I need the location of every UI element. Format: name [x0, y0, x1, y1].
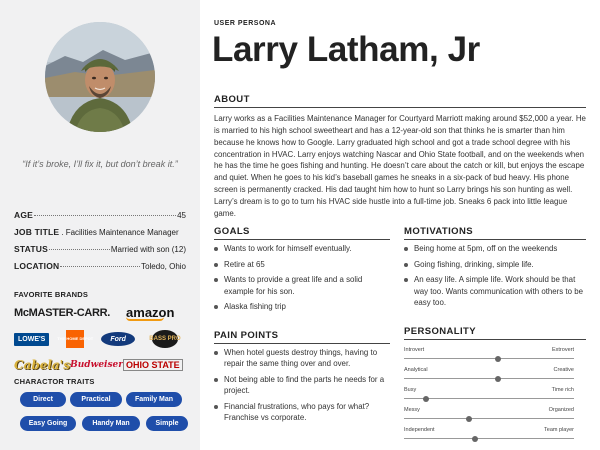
- list-item: Retire at 65: [214, 259, 390, 270]
- pain-points-heading: PAIN POINTS: [214, 330, 279, 341]
- brand-row: [14, 302, 190, 324]
- slider-left-label: Busy: [404, 387, 417, 393]
- list-item: Financial frustrations, who pays for what? Franchise vs corporate.: [214, 401, 390, 423]
- slider-knob: [472, 436, 478, 442]
- personality-slider: [404, 407, 574, 427]
- fact-key: LOCATION: [14, 261, 60, 271]
- budweiser-logo: Budweiser: [70, 360, 123, 370]
- slider-track: [404, 418, 574, 419]
- slider-track: [404, 378, 574, 379]
- slider-right-label: Organized: [548, 407, 574, 413]
- avatar-illustration: [45, 22, 155, 132]
- trait-pill: Handy Man: [82, 416, 140, 431]
- list-item: Alaska fishing trip: [214, 301, 390, 312]
- fact-age: [14, 210, 186, 227]
- slider-left-label: Messy: [404, 407, 420, 413]
- slider-knob: [495, 356, 501, 362]
- about-text: Larry works as a Facilities Maintenance Manager for Courtyard Marriott making around $52,000 a year. He is married to his high school sweetheart and has a 12-year-old son that thinks he is smarter than him because he knows how to Google. Larry graduated high school and got a trade school degree with his concentration in HVAC. Larry enjoys watching Nascar and Ohio State football, and on the weekends when he has the time he goes fishing and hunting. He doesn’t care about the catch or kill, but enjoys the escape and quiet. When he goes to his kid’s baseball games he sneaks in a six-pack of bud heavy. His phone screen is permanently cracked. His dad taught him how to hunt so Larry brings his son hunting as well. Larry’s dream is to go to turn his HVAC side hustle into a full-time job. Sneaks 6 pack into little league game.: [214, 114, 586, 218]
- personality-slider: [404, 367, 574, 387]
- personality-slider: [404, 387, 574, 407]
- fact-value: Toledo, Ohio: [141, 262, 186, 271]
- lowes-logo: LOWE'S: [14, 333, 49, 346]
- ford-logo: Ford: [101, 332, 135, 346]
- brand-row: [14, 354, 190, 376]
- fact-value: . Facilities Maintenance Manager: [61, 228, 179, 237]
- trait-pill: Family Man: [126, 392, 182, 407]
- slider-track: [404, 358, 574, 359]
- slider-right-label: Extrovert: [551, 347, 574, 353]
- leader-dots: [49, 249, 110, 250]
- goals-heading: GOALS: [214, 226, 250, 237]
- divider: [214, 107, 586, 108]
- leader-dots: [60, 266, 140, 267]
- personality-slider: [404, 427, 574, 447]
- brands-grid: [14, 302, 190, 380]
- list-item: When hotel guests destroy things, having to repair the same thing over and over.: [214, 347, 390, 369]
- cabelas-logo: Cabela's: [14, 358, 71, 372]
- ohio-state-logo: OHIO STATE: [123, 359, 183, 371]
- slider-left-label: Introvert: [404, 347, 425, 353]
- personality-slider: [404, 347, 574, 367]
- slider-knob: [466, 416, 472, 422]
- bass-pro-logo: BASS PRO: [152, 330, 178, 348]
- slider-right-label: Team player: [544, 427, 574, 433]
- brand-row: [14, 328, 190, 350]
- divider: [214, 239, 390, 240]
- slider-knob: [423, 396, 429, 402]
- leader-dots: [34, 215, 176, 216]
- about-heading: ABOUT: [214, 94, 250, 105]
- fact-key: AGE: [14, 210, 34, 220]
- divider: [404, 239, 586, 240]
- list-item: Being home at 5pm, off on the weekends: [404, 243, 584, 254]
- divider: [214, 343, 390, 344]
- fact-value: 45: [177, 211, 186, 220]
- trait-pill: Direct: [20, 392, 66, 407]
- motivations-list: [404, 243, 584, 313]
- fact-key: STATUS: [14, 244, 48, 254]
- facts-list: [14, 210, 186, 278]
- goals-list: [214, 243, 390, 317]
- amazon-wordmark: amazon: [126, 305, 175, 320]
- trait-pill: Easy Going: [20, 416, 76, 431]
- list-item: Not being able to find the parts he needs for a project.: [214, 374, 390, 396]
- traits-heading: CHARACTOR TRAITS: [14, 377, 95, 386]
- persona-quote: “If it’s broke, I’ll fix it, but don’t break it.”: [22, 159, 178, 169]
- slider-track: [404, 438, 574, 439]
- motivations-heading: MOTIVATIONS: [404, 226, 473, 237]
- mcmaster-carr-logo: McMASTER-CARR.: [14, 307, 111, 319]
- slider-right-label: Creative: [553, 367, 574, 373]
- home-depot-logo: THE HOME DEPOT: [66, 330, 84, 348]
- slider-knob: [495, 376, 501, 382]
- list-item: Wants to work for himself eventually.: [214, 243, 390, 254]
- divider: [404, 339, 586, 340]
- persona-name: Larry Latham, Jr: [212, 30, 480, 69]
- slider-left-label: Independent: [404, 427, 435, 433]
- persona-label: USER PERSONA: [214, 20, 277, 27]
- personality-heading: PERSONALITY: [404, 326, 476, 337]
- slider-left-label: Analytical: [404, 367, 428, 373]
- list-item: Wants to provide a great life and a solid example for his son.: [214, 274, 390, 296]
- trait-pill: Simple: [146, 416, 188, 431]
- list-item: An easy life. A simple life. Work should be that way too. Wants communication with others to be easy too.: [404, 274, 584, 308]
- avatar: [45, 22, 155, 132]
- fact-value: Married with son (12): [110, 245, 186, 254]
- fact-key: JOB TITLE: [14, 227, 60, 237]
- fact-job-title: [14, 227, 186, 244]
- personality-sliders: [404, 347, 574, 447]
- slider-track: [404, 398, 574, 399]
- slider-right-label: Time rich: [551, 387, 574, 393]
- sidebar: [0, 0, 200, 450]
- trait-pill: Practical: [70, 392, 122, 407]
- fact-location: [14, 261, 186, 278]
- fact-status: [14, 244, 186, 261]
- list-item: Going fishing, drinking, simple life.: [404, 259, 584, 270]
- brands-heading: FAVORITE BRANDS: [14, 290, 89, 299]
- amazon-logo: [126, 305, 174, 321]
- pain-points-list: [214, 347, 390, 428]
